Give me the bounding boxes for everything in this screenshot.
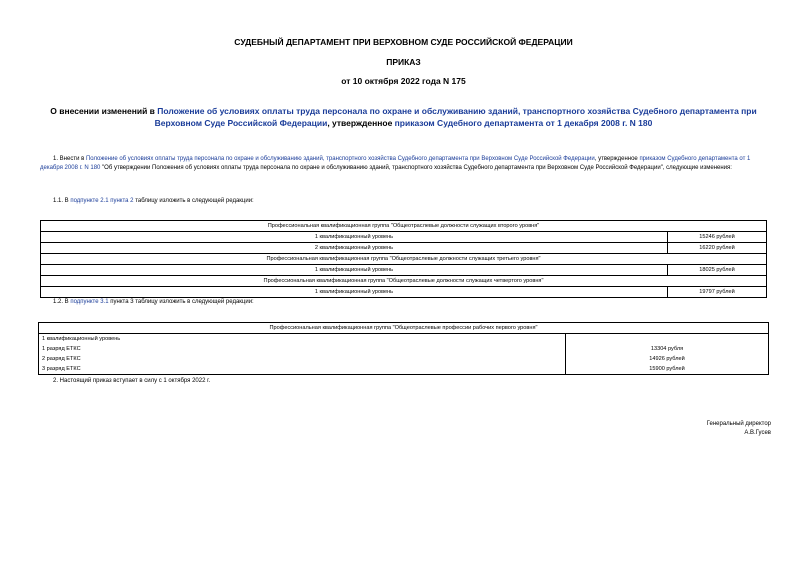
salary-value: 15900 рублей [566, 364, 769, 375]
title-middle: , утвержденное [327, 118, 395, 128]
p12-link[interactable]: подпункте 3.1 [70, 299, 109, 305]
group-header: Профессиональная квалификационная группа "Общеотраслевые должности служащих второго уровня" [41, 221, 767, 232]
salary-value: 16220 рублей [668, 243, 767, 254]
level-label: 1 квалификационный уровень [41, 287, 668, 298]
table-row [41, 265, 767, 276]
p11-link[interactable]: подпункте 2.1 пункта 2 [70, 198, 134, 204]
table-row [41, 276, 767, 287]
table-row [41, 243, 767, 254]
paragraph-1 [40, 155, 770, 173]
title-link-regulation[interactable]: Положение об условиях оплаты труда персонала по охране и обслуживанию зданий, транспортного хозяйства Судебного департамента при Верховном Суде Российской Федерации [154, 106, 757, 128]
level-label: 1 квалификационный уровень [41, 232, 668, 243]
signatory-position: Генеральный директор [706, 421, 771, 427]
grade-label: 1 разряд ЕТКС [39, 344, 566, 354]
title-prefix: О внесении изменений в [50, 106, 158, 116]
table-row [41, 221, 767, 232]
grade-label: 2 разряд ЕТКС [39, 354, 566, 364]
p1-middle: , утвержденное [594, 156, 640, 162]
grade-label: 3 разряд ЕТКС [39, 364, 566, 375]
p12-suffix: пункта 3 таблицу изложить в следующей редакции: [108, 299, 254, 305]
table-row [39, 354, 769, 364]
organization-heading: СУДЕБНЫЙ ДЕПАРТАМЕНТ ПРИ ВЕРХОВНОМ СУДЕ РОССИЙСКОЙ ФЕДЕРАЦИИ [234, 37, 573, 47]
document-type: ПРИКАЗ [386, 57, 421, 67]
signatory-name: А.В.Гусев [744, 430, 771, 436]
level-label: 1 квалификационный уровень [41, 265, 668, 276]
empty-cell [566, 334, 769, 345]
p12-prefix: 1.2. В [53, 299, 71, 305]
p1-link-order[interactable]: приказом Судебного департамента от 1 декабря 2008 г. N 180 [40, 156, 751, 171]
table-row [39, 334, 769, 345]
table-row [41, 287, 767, 298]
salary-value: 13304 рубля [566, 344, 769, 354]
signature-block [707, 420, 771, 438]
group-header: Профессиональная квалификационная группа "Общеотраслевые должности служащих третьего уровня" [41, 254, 767, 265]
p1-suffix: "Об утверждении Положения об условиях оплаты труда персонала по охране и обслуживанию зданий, транспортного хозяйства Судебного департамента при Верховном Суде Российской Федерации", следующие изменения: [100, 165, 732, 171]
paragraph-1-2 [40, 298, 770, 307]
group-header: Профессиональная квалификационная группа "Общеотраслевые должности служащих четвертого уровня" [41, 276, 767, 287]
p1-link-regulation[interactable]: Положение об условиях оплаты труда персонала по охране и обслуживанию зданий, транспортного хозяйства Судебного департамента при Верховном Суде Российской Федерации [85, 156, 595, 162]
salary-table-1 [40, 220, 767, 298]
p1-prefix: 1. Внести в [53, 156, 86, 162]
paragraph-2: 2. Настоящий приказ вступает в силу с 1 октября 2022 г. [53, 378, 211, 384]
salary-value: 15246 рублей [668, 232, 767, 243]
salary-value: 18025 рублей [668, 265, 767, 276]
table-row [41, 254, 767, 265]
p11-prefix: 1.1. В [53, 198, 71, 204]
level-label: 2 квалификационный уровень [41, 243, 668, 254]
salary-value: 14926 рублей [566, 354, 769, 364]
table-row [39, 364, 769, 375]
group-header: Профессиональная квалификационная группа "Общеотраслевые профессии рабочих первого уровня" [39, 323, 769, 334]
table-row [39, 323, 769, 334]
salary-value: 19797 рублей [668, 287, 767, 298]
level-label: 1 квалификационный уровень [39, 334, 566, 345]
table-row [39, 344, 769, 354]
document-date: от 10 октября 2022 года N 175 [341, 76, 466, 86]
p11-suffix: таблицу изложить в следующей редакции: [133, 198, 254, 204]
document-title [30, 105, 777, 129]
table-row [41, 232, 767, 243]
title-link-order[interactable]: приказом Судебного департамента от 1 декабря 2008 г. N 180 [394, 118, 653, 128]
paragraph-1-1 [40, 197, 770, 206]
salary-table-2 [38, 322, 769, 375]
